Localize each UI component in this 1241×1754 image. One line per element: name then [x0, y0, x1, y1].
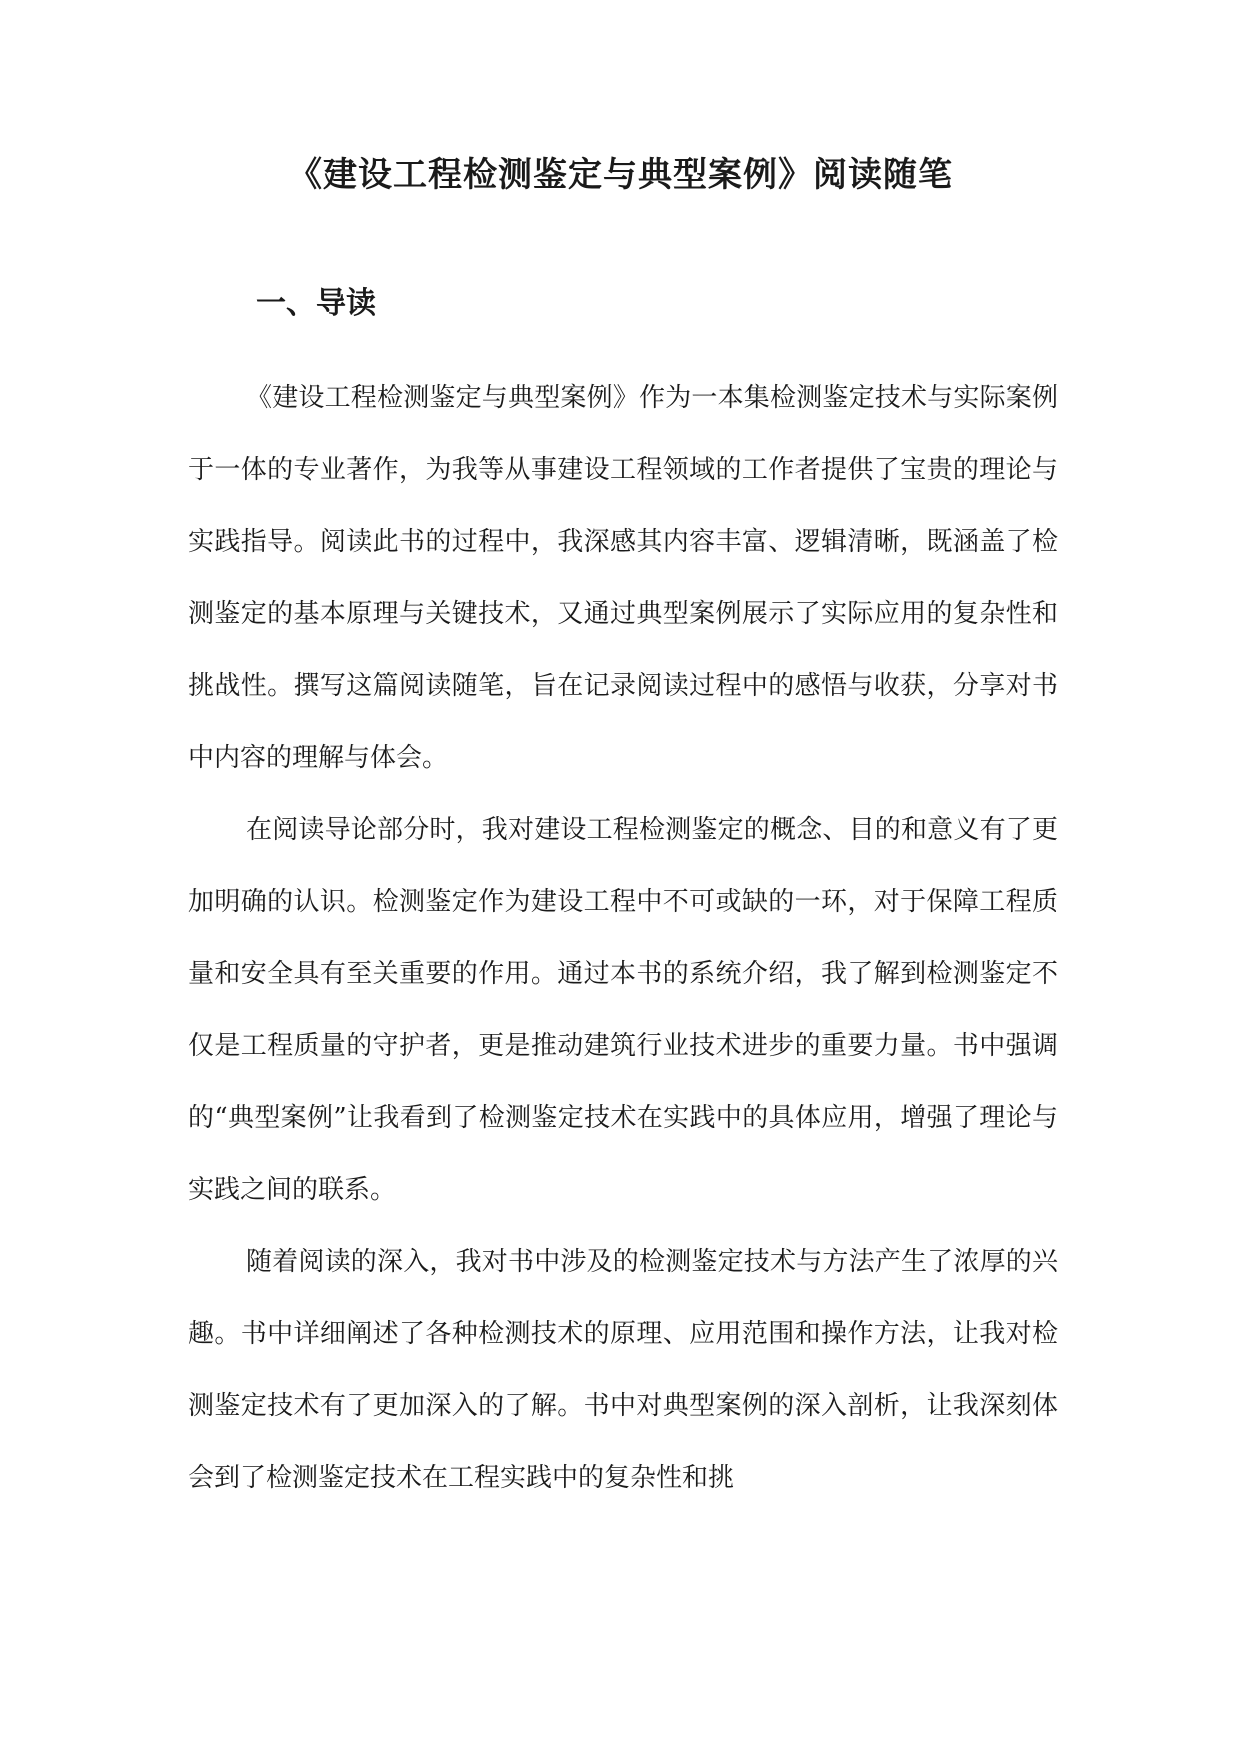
- section-heading-introduction: 一、导读: [256, 286, 376, 321]
- document-title: 《建设工程检测鉴定与典型案例》阅读随笔: [288, 155, 953, 195]
- paragraph-3: 随着阅读的深入，我对书中涉及的检测鉴定技术与方法产生了浓厚的兴趣。书中详细阐述了各种检测技术的原理、应用范围和操作方法，让我对检测鉴定技术有了更加深入的了解。书中对典型案例的深入剖析，让我深刻体会到了检测鉴定技术在工程实践中的复杂性和挑: [188, 1247, 1058, 1493]
- section-body: [188, 362, 1058, 1514]
- paragraph-1: 《建设工程检测鉴定与典型案例》作为一本集检测鉴定技术与实际案例于一体的专业著作，为我等从事建设工程领域的工作者提供了宝贵的理论与实践指导。阅读此书的过程中，我深感其内容丰富、逻辑清晰，既涵盖了检测鉴定的基本原理与关键技术，又通过典型案例展示了实际应用的复杂性和挑战性。撰写这篇阅读随笔，旨在记录阅读过程中的感悟与收获，分享对书中内容的理解与体会。: [188, 383, 1058, 773]
- paragraph-2: 在阅读导论部分时，我对建设工程检测鉴定的概念、目的和意义有了更加明确的认识。检测鉴定作为建设工程中不可或缺的一环，对于保障工程质量和安全具有至关重要的作用。通过本书的系统介绍，我了解到检测鉴定不仅是工程质量的守护者，更是推动建筑行业技术进步的重要力量。书中强调的“典型案例”让我看到了检测鉴定技术在实践中的具体应用，增强了理论与实践之间的联系。: [188, 815, 1058, 1205]
